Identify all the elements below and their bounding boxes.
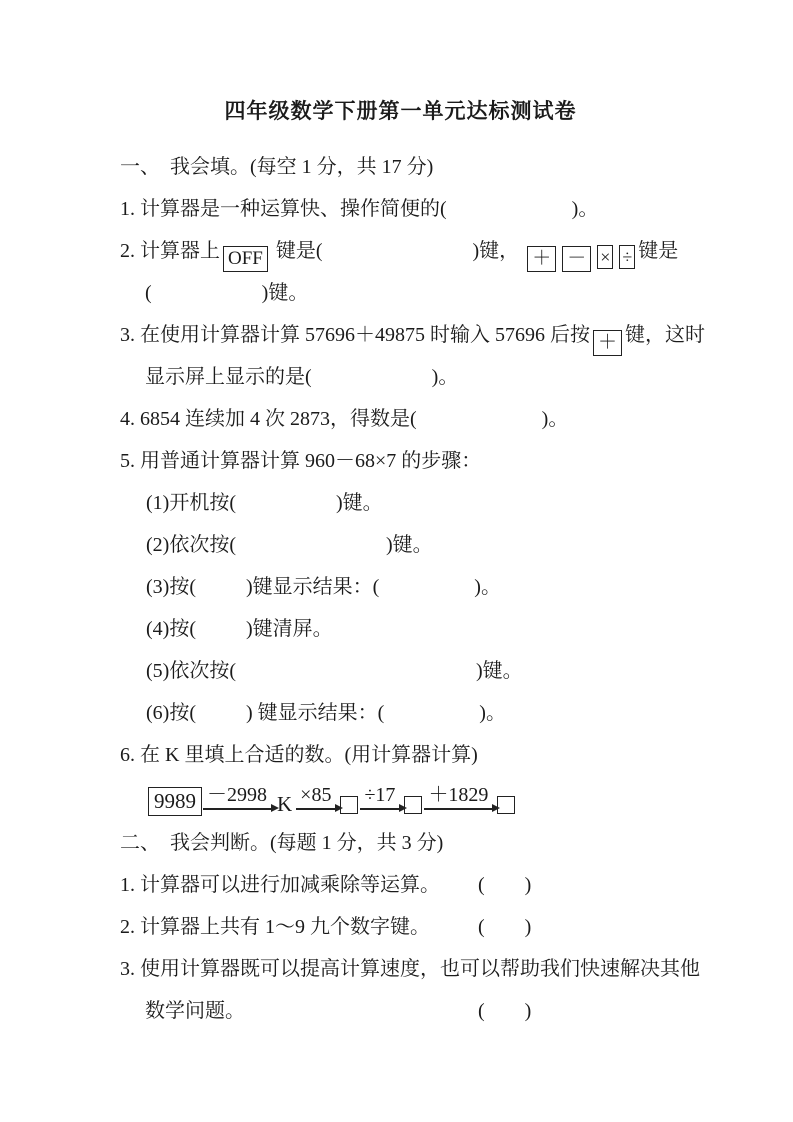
judge-q1-text: 1. 计算器可以进行加减乘除等运算。	[120, 874, 440, 896]
q5-step-1: (1)开机按( )键。	[146, 492, 383, 514]
question-2-line-1	[120, 230, 693, 272]
page-title: 四年级数学下册第一单元达标测试卷	[224, 99, 577, 123]
flow-arrow-3-label: ÷17	[364, 784, 396, 806]
q5-step-4: (4)按( )键清屏。	[146, 618, 333, 640]
q2-mid-text: 键是( )键，	[270, 240, 525, 262]
q5-step-2: (2)依次按( )键。	[146, 534, 433, 556]
flow-arrow-4-label: ＋1829	[428, 784, 489, 806]
judge-q2-answer-blank: ( )	[478, 916, 532, 938]
flow-arrow-4	[424, 785, 492, 816]
flow-diagram	[120, 776, 693, 822]
flow-arrow-2	[296, 785, 335, 816]
q5-step-3: (3)按( )键显示结果：( )。	[146, 576, 501, 598]
plus-key-box: ＋	[527, 246, 556, 272]
question-3-line-2: 显示屏上显示的是( )。	[145, 366, 459, 388]
section-fill-heading: 一、 我会填。(每空 1 分，共 17 分)	[120, 156, 434, 178]
judge-question-1	[120, 864, 693, 906]
flow-arrow-1-label: －2998	[207, 784, 267, 806]
judge-question-2	[120, 906, 693, 948]
flow-node-k: K	[277, 792, 293, 816]
judge-q3-text: 数学问题。	[145, 1000, 245, 1022]
question-2-line-2: ( )键。	[145, 282, 309, 304]
question-3-line-1	[120, 314, 706, 356]
q3-plus-key-box: ＋	[593, 330, 622, 356]
q3-pre-text: 3. 在使用计算器计算 57696＋49875 时输入 57696 后按	[120, 324, 590, 346]
paper-body	[120, 146, 706, 1032]
judge-q2-text: 2. 计算器上共有 1～9 九个数字键。	[120, 916, 430, 938]
question-5-heading: 5. 用普通计算器计算 960－68×7 的步骤：	[120, 450, 482, 472]
q5-step-5: (5)依次按( )键。	[146, 660, 523, 682]
flow-arrow-1	[203, 785, 271, 816]
judge-question-3-line-2	[120, 990, 693, 1032]
arrow-shaft-icon	[203, 806, 275, 816]
flow-arrow-3	[360, 785, 399, 816]
judge-question-3-line-1: 3. 使用计算器既可以提高计算速度，也可以帮助我们快速解决其他	[120, 958, 700, 980]
arrow-shaft-icon	[360, 806, 403, 816]
divide-key-box: ÷	[619, 245, 635, 269]
question-6-heading: 6. 在 K 里填上合适的数。(用计算器计算)	[120, 744, 478, 766]
q5-step-6: (6)按( ) 键显示结果：( )。	[146, 702, 506, 724]
section-judge-heading: 二、 我会判断。(每题 1 分，共 3 分)	[120, 832, 444, 854]
q2-pre-text: 2. 计算器上	[120, 240, 220, 262]
multiply-key-box: ×	[597, 245, 613, 269]
judge-q3-answer-blank: ( )	[478, 1000, 532, 1022]
minus-key-box: －	[562, 246, 591, 272]
flow-arrow-2-label: ×85	[300, 784, 332, 806]
judge-q1-answer-blank: ( )	[478, 874, 532, 896]
flow-start-box: 9989	[148, 787, 202, 816]
q3-post-text: 键，这时	[625, 324, 706, 346]
off-key-box: OFF	[223, 246, 268, 272]
question-1: 1. 计算器是一种运算快、操作简便的( )。	[120, 198, 599, 220]
q2-post-text: 键是	[638, 240, 679, 262]
arrow-shaft-icon	[424, 806, 496, 816]
arrow-shaft-icon	[296, 806, 339, 816]
question-4: 4. 6854 连续加 4 次 2873，得数是( )。	[120, 408, 569, 430]
